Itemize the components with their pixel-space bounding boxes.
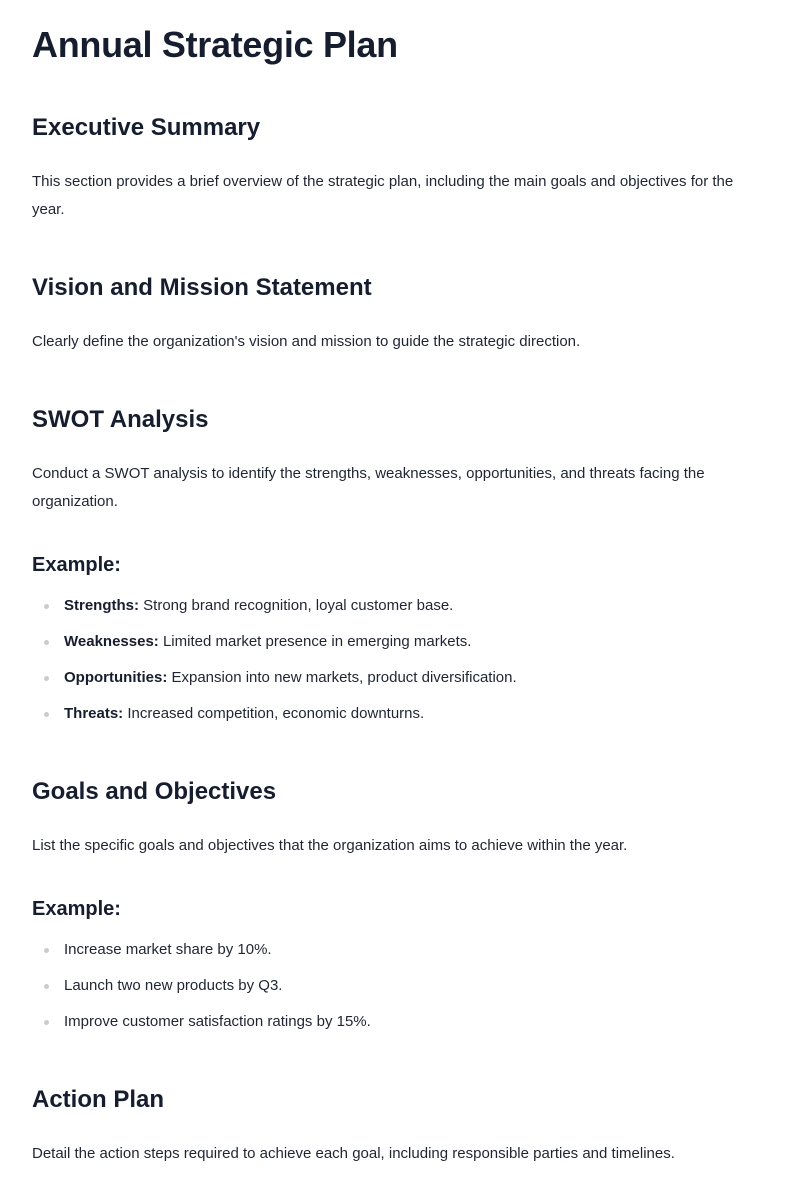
- list-item-text: Improve customer satisfaction ratings by 15%.: [64, 1013, 371, 1030]
- list-item-term: Threats:: [64, 705, 124, 722]
- bullet-icon: [44, 1020, 49, 1025]
- section-heading: Executive Summary: [32, 114, 261, 141]
- list-item-text: Expansion into new markets, product diversification.: [167, 669, 517, 686]
- bullet-icon: [44, 676, 49, 681]
- bullet-icon: [44, 984, 49, 989]
- example-heading: Example:: [32, 898, 121, 920]
- section-executive-summary: [32, 112, 768, 224]
- swot-list: [32, 596, 768, 740]
- section-vision-mission: [32, 272, 768, 356]
- swot-example: [32, 551, 768, 740]
- page-title: Annual Strategic Plan: [32, 24, 398, 65]
- example-heading: Example:: [32, 554, 121, 576]
- section-heading: Vision and Mission Statement: [32, 274, 372, 301]
- bullet-icon: [44, 712, 49, 717]
- list-item-text: Limited market presence in emerging markets.: [158, 633, 472, 650]
- section-action-plan: [32, 1084, 768, 1168]
- list-item: [32, 632, 768, 668]
- section-goals: [32, 776, 768, 860]
- section-body: List the specific goals and objectives that the organization aims to achieve within the year.: [32, 837, 628, 854]
- section-swot: [32, 404, 768, 516]
- list-item-text: Increase market share by 10%.: [64, 941, 272, 958]
- section-body: Detail the action steps required to achieve each goal, including responsible parties and timelines.: [32, 1145, 675, 1162]
- goals-list: [32, 940, 768, 1048]
- section-heading: SWOT Analysis: [32, 406, 209, 433]
- section-body: Conduct a SWOT analysis to identify the strengths, weaknesses, opportunities, and threats facing the organization.: [32, 465, 705, 510]
- list-item: [32, 976, 768, 1012]
- goals-example: [32, 895, 768, 1048]
- list-item: [32, 668, 768, 704]
- list-item: [32, 940, 768, 976]
- list-item-text: Launch two new products by Q3.: [64, 977, 283, 994]
- list-item-text: Strong brand recognition, loyal customer base.: [139, 597, 454, 614]
- list-item-text: Increased competition, economic downturns.: [123, 705, 425, 722]
- bullet-icon: [44, 640, 49, 645]
- list-item: [32, 704, 768, 740]
- list-item: [32, 596, 768, 632]
- list-item: [32, 1012, 768, 1048]
- list-item-term: Strengths:: [64, 597, 139, 614]
- section-heading: Action Plan: [32, 1086, 165, 1113]
- bullet-icon: [44, 604, 49, 609]
- list-item-term: Weaknesses:: [64, 633, 159, 650]
- section-heading: Goals and Objectives: [32, 778, 277, 805]
- section-body: This section provides a brief overview of the strategic plan, including the main goals and objectives for the year.: [32, 173, 734, 218]
- bullet-icon: [44, 948, 49, 953]
- list-item-term: Opportunities:: [64, 669, 168, 686]
- section-body: Clearly define the organization's vision and mission to guide the strategic direction.: [32, 333, 581, 350]
